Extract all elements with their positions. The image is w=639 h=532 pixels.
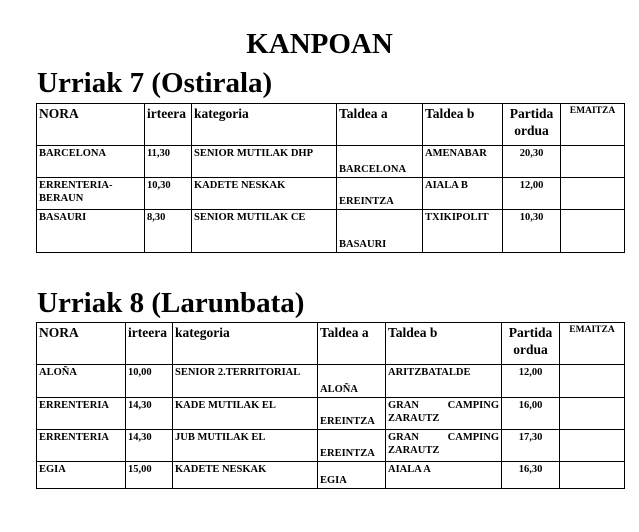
cell-kategoria: KADETE NESKAK — [173, 462, 318, 489]
cell-irteera: 10,00 — [126, 365, 173, 398]
cell-irteera: 14,30 — [126, 398, 173, 430]
cell-ordua: 16,30 — [502, 462, 560, 489]
table-header-row — [37, 104, 625, 146]
cell-kategoria: SENIOR MUTILAK CE — [192, 210, 337, 253]
cell-taldea-a: EREINTZA — [318, 430, 386, 462]
cell-taldea-a: EREINTZA — [337, 178, 423, 210]
col-header-irteera: irteera — [126, 323, 173, 365]
cell-nora: ALOÑA — [37, 365, 126, 398]
table-row — [37, 365, 625, 398]
col-header-taldea-b: Taldea b — [423, 104, 503, 146]
cell-ordua: 12,00 — [503, 178, 561, 210]
cell-taldea-a: EGIA — [318, 462, 386, 489]
col-header-taldea-a: Taldea a — [337, 104, 423, 146]
cell-emaitza — [560, 398, 625, 430]
cell-taldea-a: BASAURI — [337, 210, 423, 253]
cell-nora: BARCELONA — [37, 146, 145, 178]
cell-nora: BASAURI — [37, 210, 145, 253]
cell-emaitza — [560, 365, 625, 398]
cell-emaitza — [561, 146, 625, 178]
cell-nora: EGIA — [37, 462, 126, 489]
day1-schedule-table — [36, 103, 625, 253]
cell-emaitza — [561, 178, 625, 210]
cell-taldea-b: ARITZBATALDE — [386, 365, 502, 398]
cell-emaitza — [561, 210, 625, 253]
cell-irteera: 15,00 — [126, 462, 173, 489]
page-title: KANPOAN — [246, 28, 393, 60]
cell-nora: ERRENTERIA — [37, 398, 126, 430]
cell-ordua: 10,30 — [503, 210, 561, 253]
col-header-kategoria: kategoria — [192, 104, 337, 146]
cell-emaitza — [560, 462, 625, 489]
col-header-taldea-b: Taldea b — [386, 323, 502, 365]
col-header-irteera: irteera — [145, 104, 192, 146]
cell-nora: ERRENTERIA — [37, 430, 126, 462]
col-header-nora: NORA — [37, 104, 145, 146]
partida-label: Partida — [509, 106, 554, 121]
ordua-label: ordua — [513, 342, 548, 357]
table-row — [37, 430, 625, 462]
table-row — [37, 178, 625, 210]
cell-irteera: 8,30 — [145, 210, 192, 253]
cell-irteera: 14,30 — [126, 430, 173, 462]
table-row — [37, 462, 625, 489]
cell-taldea-b: AMENABAR — [423, 146, 503, 178]
col-header-nora: NORA — [37, 323, 126, 365]
cell-taldea-b: AIALA B — [423, 178, 503, 210]
cell-ordua: 16,00 — [502, 398, 560, 430]
cell-taldea-a: ALOÑA — [318, 365, 386, 398]
col-header-taldea-a: Taldea a — [318, 323, 386, 365]
col-header-emaitza: EMAITZA — [561, 104, 625, 146]
col-header-partida-ordua — [502, 323, 560, 365]
col-header-emaitza: EMAITZA — [560, 323, 625, 365]
cell-kategoria: JUB MUTILAK EL — [173, 430, 318, 462]
cell-emaitza — [560, 430, 625, 462]
cell-taldea-a: BARCELONA — [337, 146, 423, 178]
cell-kategoria: KADETE NESKAK — [192, 178, 337, 210]
cell-irteera: 10,30 — [145, 178, 192, 210]
cell-ordua: 12,00 — [502, 365, 560, 398]
cell-taldea-a: EREINTZA — [318, 398, 386, 430]
cell-kategoria: KADE MUTILAK EL — [173, 398, 318, 430]
cell-ordua: 20,30 — [503, 146, 561, 178]
cell-ordua: 17,30 — [502, 430, 560, 462]
day2-schedule-table — [36, 322, 625, 489]
cell-nora: ERRENTERIA-BERAUN — [37, 178, 145, 210]
day2-title: Urriak 8 (Larunbata) — [37, 287, 305, 319]
day1-title: Urriak 7 (Ostirala) — [37, 67, 273, 99]
table-row — [37, 210, 625, 253]
table-row — [37, 146, 625, 178]
cell-irteera: 11,30 — [145, 146, 192, 178]
cell-taldea-b: AIALA A — [386, 462, 502, 489]
col-header-kategoria: kategoria — [173, 323, 318, 365]
ordua-label: ordua — [514, 123, 549, 138]
col-header-partida-ordua — [503, 104, 561, 146]
partida-label: Partida — [508, 325, 553, 340]
table-header-row — [37, 323, 625, 365]
cell-taldea-b: GRAN CAMPING ZARAUTZ — [386, 398, 502, 430]
cell-taldea-b: TXIKIPOLIT — [423, 210, 503, 253]
table-row — [37, 398, 625, 430]
cell-taldea-b: GRAN CAMPING ZARAUTZ — [386, 430, 502, 462]
cell-kategoria: SENIOR 2.TERRITORIAL — [173, 365, 318, 398]
cell-kategoria: SENIOR MUTILAK DHP — [192, 146, 337, 178]
